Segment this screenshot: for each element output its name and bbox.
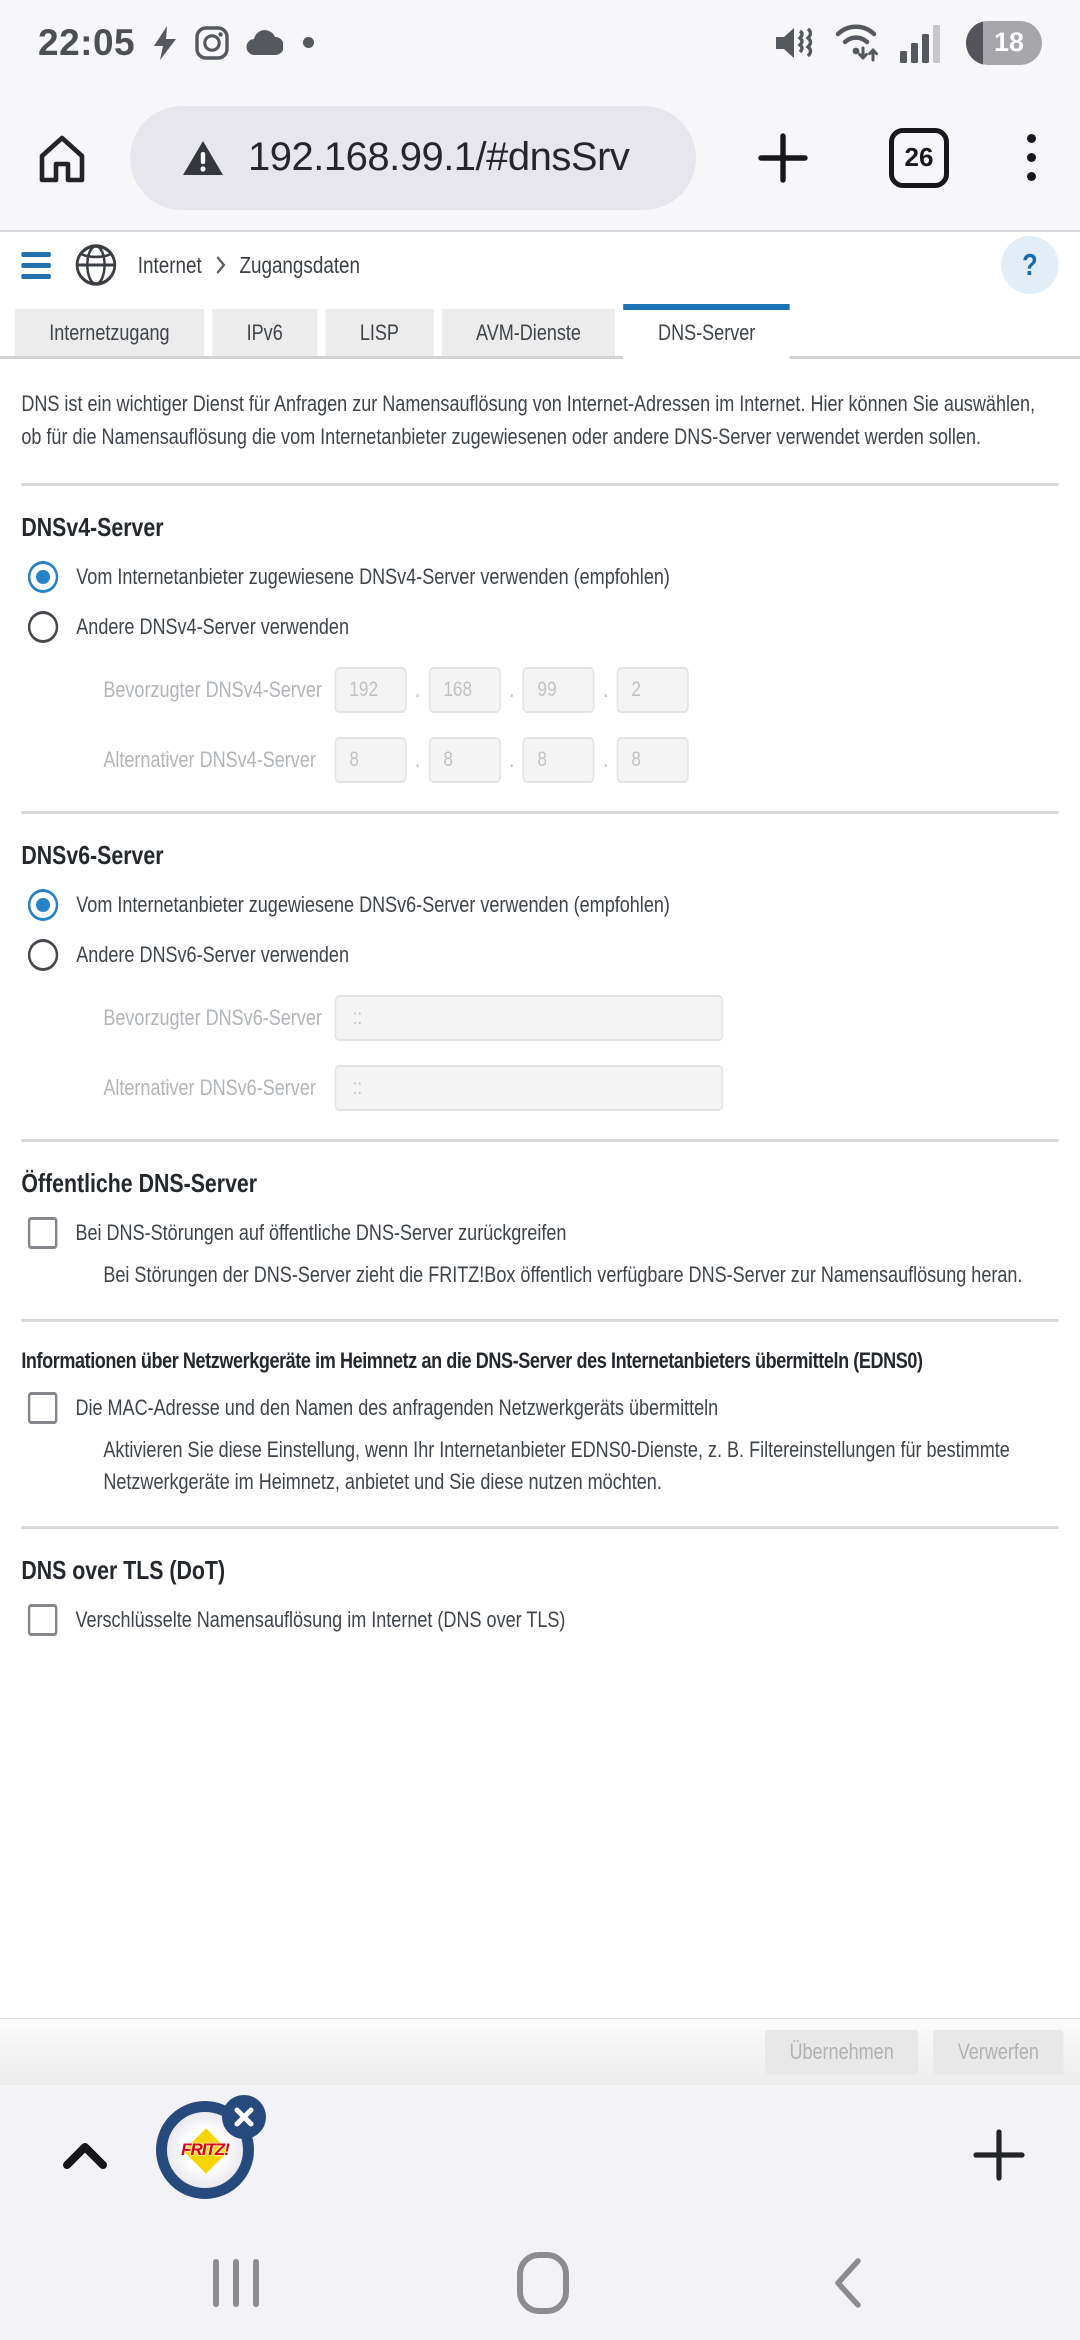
new-tab-button[interactable]	[755, 130, 811, 186]
toolbar-expand-chevron-button[interactable]	[60, 2139, 110, 2171]
tab-avm-dienste[interactable]: AVM-Dienste	[442, 309, 616, 356]
battery-percent-label: 18	[993, 27, 1025, 57]
edns0-checkbox-label: Die MAC-Adresse und den Namen des anfragenden Netzwerkgeräts übermitteln	[75, 1395, 719, 1420]
browser-address-bar	[0, 85, 1080, 232]
section-edns0	[0, 1348, 1080, 1526]
help-button[interactable]	[1001, 236, 1058, 294]
sound-muted-icon	[774, 23, 818, 63]
page-intro-text: DNS ist ein wichtiger Dienst für Anfragen zur Namensauflösung von Internet-Adressen im Internet. Hier können Sie auswählen, ob für die Namensauflösung die vom Internetanbieter zugewiesenen oder andere DNS-Server verwendet werden sollen.	[21, 391, 1036, 449]
radio-unchecked-icon[interactable]	[28, 939, 58, 971]
apply-button[interactable]: Übernehmen	[765, 2030, 918, 2075]
clock: 22:05	[38, 21, 136, 63]
octet-dot: .	[602, 746, 609, 773]
breadcrumb	[138, 252, 360, 279]
close-icon	[233, 2106, 255, 2128]
battery-fill-level	[966, 21, 983, 65]
help-label: ?	[1022, 247, 1038, 282]
dnsv4-radio-other-label: Andere DNSv4-Server verwenden	[76, 614, 349, 639]
insecure-connection-icon	[182, 139, 224, 177]
toolbar-new-tab-button[interactable]	[970, 2126, 1028, 2184]
recents-button[interactable]	[213, 2259, 259, 2307]
dnsv6-alternative-row	[103, 1065, 1080, 1111]
checkbox-unchecked-icon[interactable]	[28, 1604, 58, 1636]
dnsv4-alternative-octet-4	[617, 737, 689, 783]
section-divider	[21, 1319, 1058, 1322]
dnsv4-preferred-label: Bevorzugter DNSv4-Server	[103, 677, 322, 702]
dot-checkbox-row[interactable]	[28, 1604, 1080, 1636]
fritz-app-bubble[interactable]	[156, 2101, 254, 2199]
tab-counter-button[interactable]	[889, 128, 949, 188]
dnsv6-radio-other[interactable]	[28, 939, 1080, 971]
fritz-logo-text: FRITZ!	[181, 2140, 229, 2159]
checkbox-unchecked-icon[interactable]	[28, 1392, 58, 1424]
dnsv4-preferred-octet-3	[523, 667, 595, 713]
dnsv4-alternative-octet-2	[429, 737, 501, 783]
radio-checked-icon[interactable]	[28, 889, 58, 921]
system-nav-bar	[0, 2225, 1080, 2340]
tab-lisp[interactable]: LISP	[325, 309, 433, 356]
edns0-checkbox-row[interactable]	[28, 1392, 1080, 1424]
globe-icon	[75, 244, 116, 286]
browser-toolbar	[0, 2085, 1080, 2225]
status-bar	[0, 0, 1080, 85]
dnsv4-radio-other[interactable]	[28, 611, 1080, 643]
dnsv4-preferred-row	[103, 667, 1080, 713]
dnsv4-alternative-octet-3	[523, 737, 595, 783]
public-dns-checkbox-row[interactable]	[28, 1217, 1080, 1249]
dot-checkbox-label: Verschlüsselte Namensauflösung im Internet (DNS over TLS)	[75, 1607, 566, 1632]
edns0-heading: Informationen über Netzwerkgeräte im Heimnetz an die DNS-Server des Internetanbieters übermitteln (EDNS0)	[21, 1348, 923, 1373]
menu-hamburger-button[interactable]	[21, 252, 51, 279]
notification-dot-icon	[303, 37, 314, 48]
tab-bar	[0, 304, 1080, 359]
octet-dot: .	[508, 676, 515, 703]
section-dot	[0, 1555, 1080, 1664]
url-text: 192.168.99.1/#dnsSrv	[248, 135, 630, 179]
section-dnsv6	[0, 840, 1080, 1139]
dnsv4-preferred-octet-4	[617, 667, 689, 713]
dnsv4-preferred-octet-2	[429, 667, 501, 713]
tab-ipv6[interactable]: IPv6	[212, 309, 317, 356]
dnsv4-preferred-octet-1	[335, 667, 407, 713]
breadcrumb-internet[interactable]: Internet	[137, 251, 202, 278]
tab-count-label: 26	[904, 142, 934, 172]
edns0-helper-text: Aktivieren Sie diese Einstellung, wenn Ihr Internetanbieter EDNS0-Dienste, z. B. Filtereinstellungen für bestimmte Netzwerkgeräte im Heimnetz, anbietet und Sie diese nutzen möchten.	[103, 1437, 1010, 1494]
octet-dot: .	[508, 746, 515, 773]
section-divider	[21, 811, 1058, 814]
section-divider	[21, 1139, 1058, 1142]
page-footer-bar	[0, 2018, 1080, 2085]
tab-internetzugang[interactable]: Internetzugang	[15, 309, 204, 356]
octet-dot: .	[414, 676, 421, 703]
cloud-notification-icon	[245, 30, 283, 56]
back-button[interactable]	[832, 2255, 864, 2311]
close-bubble-button[interactable]	[222, 2095, 266, 2139]
dnsv6-preferred-label: Bevorzugter DNSv6-Server	[103, 1005, 322, 1030]
octet-dot: .	[602, 676, 609, 703]
dnsv6-radio-other-label: Andere DNSv6-Server verwenden	[76, 942, 349, 967]
radio-checked-icon[interactable]	[28, 561, 58, 593]
dnsv6-heading: DNSv6-Server	[21, 840, 164, 870]
wifi-icon	[832, 20, 886, 66]
public-dns-helper-text: Bei Störungen der DNS-Server zieht die FRITZ!Box öffentlich verfügbare DNS-Server zur Namensauflösung heran.	[103, 1262, 1023, 1287]
dnsv6-alternative-input	[335, 1065, 724, 1111]
breadcrumb-separator-icon	[215, 254, 226, 276]
browser-menu-button[interactable]	[1027, 134, 1036, 181]
dnsv6-radio-provider-label: Vom Internetanbieter zugewiesene DNSv6-Server verwenden (empfohlen)	[76, 892, 670, 917]
dnsv4-alternative-octet-1	[335, 737, 407, 783]
battery-indicator	[966, 21, 1042, 65]
section-dnsv4	[0, 512, 1080, 811]
page-header	[0, 232, 1080, 298]
discard-button[interactable]: Verwerfen	[933, 2030, 1063, 2075]
radio-unchecked-icon[interactable]	[28, 611, 58, 643]
dnsv6-preferred-row	[103, 995, 1080, 1041]
dnsv4-alternative-label: Alternativer DNSv4-Server	[103, 747, 316, 772]
fritzbox-page	[0, 232, 1080, 2085]
dnsv4-alternative-row	[103, 737, 1080, 783]
section-divider	[21, 483, 1058, 486]
breadcrumb-zugangsdaten[interactable]: Zugangsdaten	[239, 251, 361, 278]
checkbox-unchecked-icon[interactable]	[28, 1217, 58, 1249]
dnsv4-radio-provider-label: Vom Internetanbieter zugewiesene DNSv4-Server verwenden (empfohlen)	[76, 564, 670, 589]
dnsv6-radio-provider[interactable]	[28, 889, 1080, 921]
instagram-notification-icon	[195, 26, 229, 60]
flash-notification-icon	[151, 25, 179, 61]
section-divider	[21, 1526, 1058, 1529]
dnsv4-heading: DNSv4-Server	[21, 512, 164, 542]
cell-signal-icon	[900, 21, 946, 65]
dnsv6-alternative-label: Alternativer DNSv6-Server	[103, 1075, 316, 1100]
public-dns-heading: Öffentliche DNS-Server	[21, 1168, 258, 1198]
url-bar[interactable]	[130, 106, 696, 210]
dnsv4-radio-provider[interactable]	[28, 561, 1080, 593]
tab-dns-server[interactable]: DNS-Server	[624, 304, 790, 359]
section-public-dns	[0, 1168, 1080, 1319]
dnsv6-preferred-input	[335, 995, 724, 1041]
home-nav-button[interactable]	[517, 2252, 569, 2314]
octet-dot: .	[414, 746, 421, 773]
dot-heading: DNS over TLS (DoT)	[21, 1555, 226, 1585]
home-button[interactable]	[34, 130, 90, 186]
public-dns-checkbox-label: Bei DNS-Störungen auf öffentliche DNS-Server zurückgreifen	[75, 1220, 567, 1245]
